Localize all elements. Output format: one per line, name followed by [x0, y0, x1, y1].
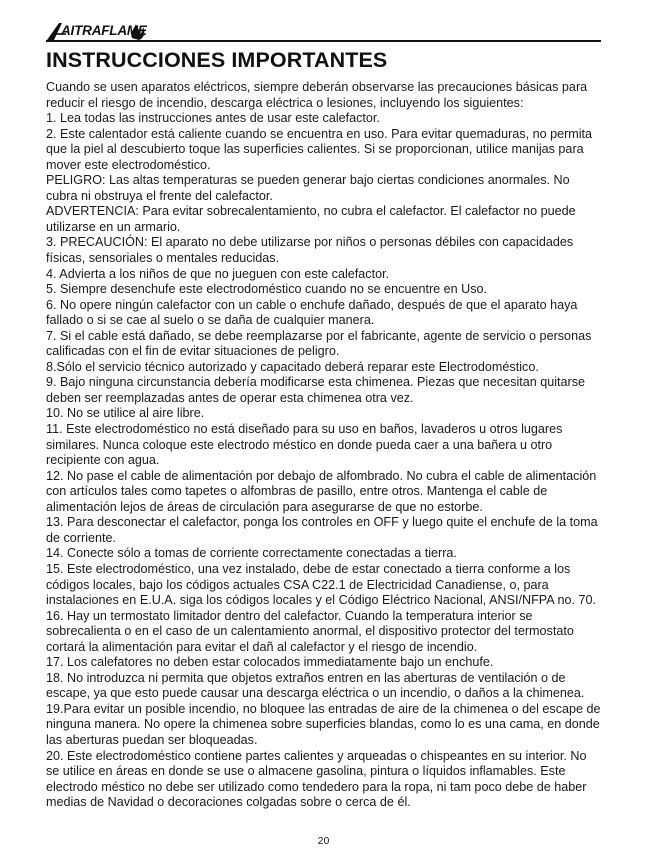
instruction-item-15: 15. Este electrodoméstico, una vez instalado, debe de estar conectado a tierra conforme a los códigos locales, bajo los códigos actuales CSA C22.1 de Electricidad Canadiense, o, para instalaciones en E.U.A. siga los códigos locales y el Código Eléctrico Nacional, ANSI/NFPA no. 70.	[46, 561, 596, 608]
instruction-item-12: 12. No pase el cable de alimentación por debajo de alfombrado. No cubra el cable de alimentación con artículos tales como tapetes o alfombras de pasillo, entre otros. Mantenga el cable de alimentación lejos de áreas de circulación para asegurarse de que no estorbe.	[46, 468, 597, 514]
instruction-item-4: 4. Advierta a los niños de que no jueguen con este calefactor.	[46, 266, 390, 281]
intro-paragraph: Cuando se usen aparatos eléctricos, siempre deberán observarse las precauciones básicas para reducir el riesgo de incendio, descarga eléctrica o lesiones, incluyendo los siguientes:	[46, 80, 588, 110]
page-title: INSTRUCCIONES IMPORTANTES	[46, 48, 388, 72]
instruction-item-10: 10. No se utilice al aire libre.	[46, 406, 205, 421]
instruction-item-1: 1. Lea todas las instrucciones antes de usar este calefactor.	[46, 111, 380, 126]
instruction-item-9: 9. Bajo ninguna circunstancia debería modificarse esta chimenea. Piezas que necesitan quitarse deben ser reemplazadas antes de operar esta chimenea otra vez.	[46, 375, 586, 405]
instruction-item-13: 13. Para desconectar el calefactor, ponga los controles en OFF y luego quite el enchufe de la toma de corriente.	[46, 515, 598, 545]
instruction-item-3: 3. PRECAUCIÓN: El aparato no debe utilizarse por niños o personas débiles con capacidades físicas, sensoriales o mentales reducidas.	[46, 235, 574, 266]
instruction-item-5: 5. Siempre desenchufe este electrodoméstico cuando no se encuentre en Uso.	[46, 282, 488, 297]
instruction-item-14: 14. Conecte sólo a tomas de corriente correctamente conectadas a tierra.	[46, 546, 457, 561]
warning-notice: ADVERTENCIA: Para evitar sobrecalentamiento, no cubra el calefactor. El calefactor no puede utilizarse en un armario.	[46, 204, 576, 234]
brand-wordmark: AITRAFLAME	[61, 23, 147, 38]
instructions-body	[46, 80, 602, 811]
instruction-item-11: 11. Este electrodoméstico no está diseñado para su uso en baños, lavaderos u otros lugares similares. Nunca coloque este electrodo méstico en donde pueda caer a una bañera u otro recipiente con agua.	[46, 422, 563, 468]
instruction-item-16: 16. Hay un termostato limitador dentro del calefactor. Cuando la temperatura interior se sobrecalienta o en el caso de un calentamiento anormal, el dispositivo protector del termostato cortará la alimentación para evitar el dañ al calefactor y el riesgo de incendio.	[46, 608, 574, 654]
instruction-item-17: 17. Los calefatores no deben estar colocados immediatamente bajo un enchufe.	[46, 655, 494, 670]
header-divider	[46, 40, 601, 42]
page-number: 20	[317, 835, 330, 847]
instruction-item-19: 19.Para evitar un posible incendio, no bloquee las entradas de aire de la chimenea o del escape de ninguna manera. No opere la chimenea sobre superficies blandas, como lo es una cama, en donde las aberturas puedan ser bloqueadas.	[46, 701, 601, 747]
instruction-item-20: 20. Este electrodoméstico contiene partes calientes y arqueadas o chispeantes en su interior. No se utilice en áreas en donde se use o almacene gasolina, pintura o líquidos inflamables. Este electrodo méstico no debe ser utilizado como tendedero para la ropa, ni tam poco debe de haber medias de Navidad o decoraciones colgadas sobre o cerca de él.	[46, 748, 587, 810]
instruction-item-6: 6. No opere ningún calefactor con un cable o enchufe dañado, después de que el aparato haya fallado o si se cae al suelo o se daña de cualquier manera.	[46, 297, 578, 328]
brand-logo	[46, 20, 146, 42]
page-header	[46, 20, 601, 44]
instruction-item-18: 18. No introduzca ni permita que objetos extraños entren en las aberturas de ventilación o de escape, ya que esto puede causar una descarga eléctrica o un incendio, o daños a la chimenea.	[46, 670, 585, 701]
instruction-item-2: 2. Este calentador está caliente cuando se encuentra en uso. Para evitar quemaduras, no permita que la piel al descubierto toque las superficies calientes. Si se proporcionan, utilice manijas para mover este electrodoméstico.	[46, 126, 593, 172]
instruction-item-7: 7. Si el cable está dañado, se debe reemplazarse por el fabricante, agente de servicio o personas calificadas con el fin de evitar situaciones de peligro.	[46, 328, 592, 359]
danger-notice: PELIGRO: Las altas temperaturas se pueden generar bajo ciertas condiciones anormales. No cubra ni obstruya el frente del calefactor.	[46, 173, 570, 203]
instruction-item-8: 8.Sólo el servicio técnico autorizado y capacitado deberá reparar este Electrodoméstico.	[46, 359, 539, 374]
